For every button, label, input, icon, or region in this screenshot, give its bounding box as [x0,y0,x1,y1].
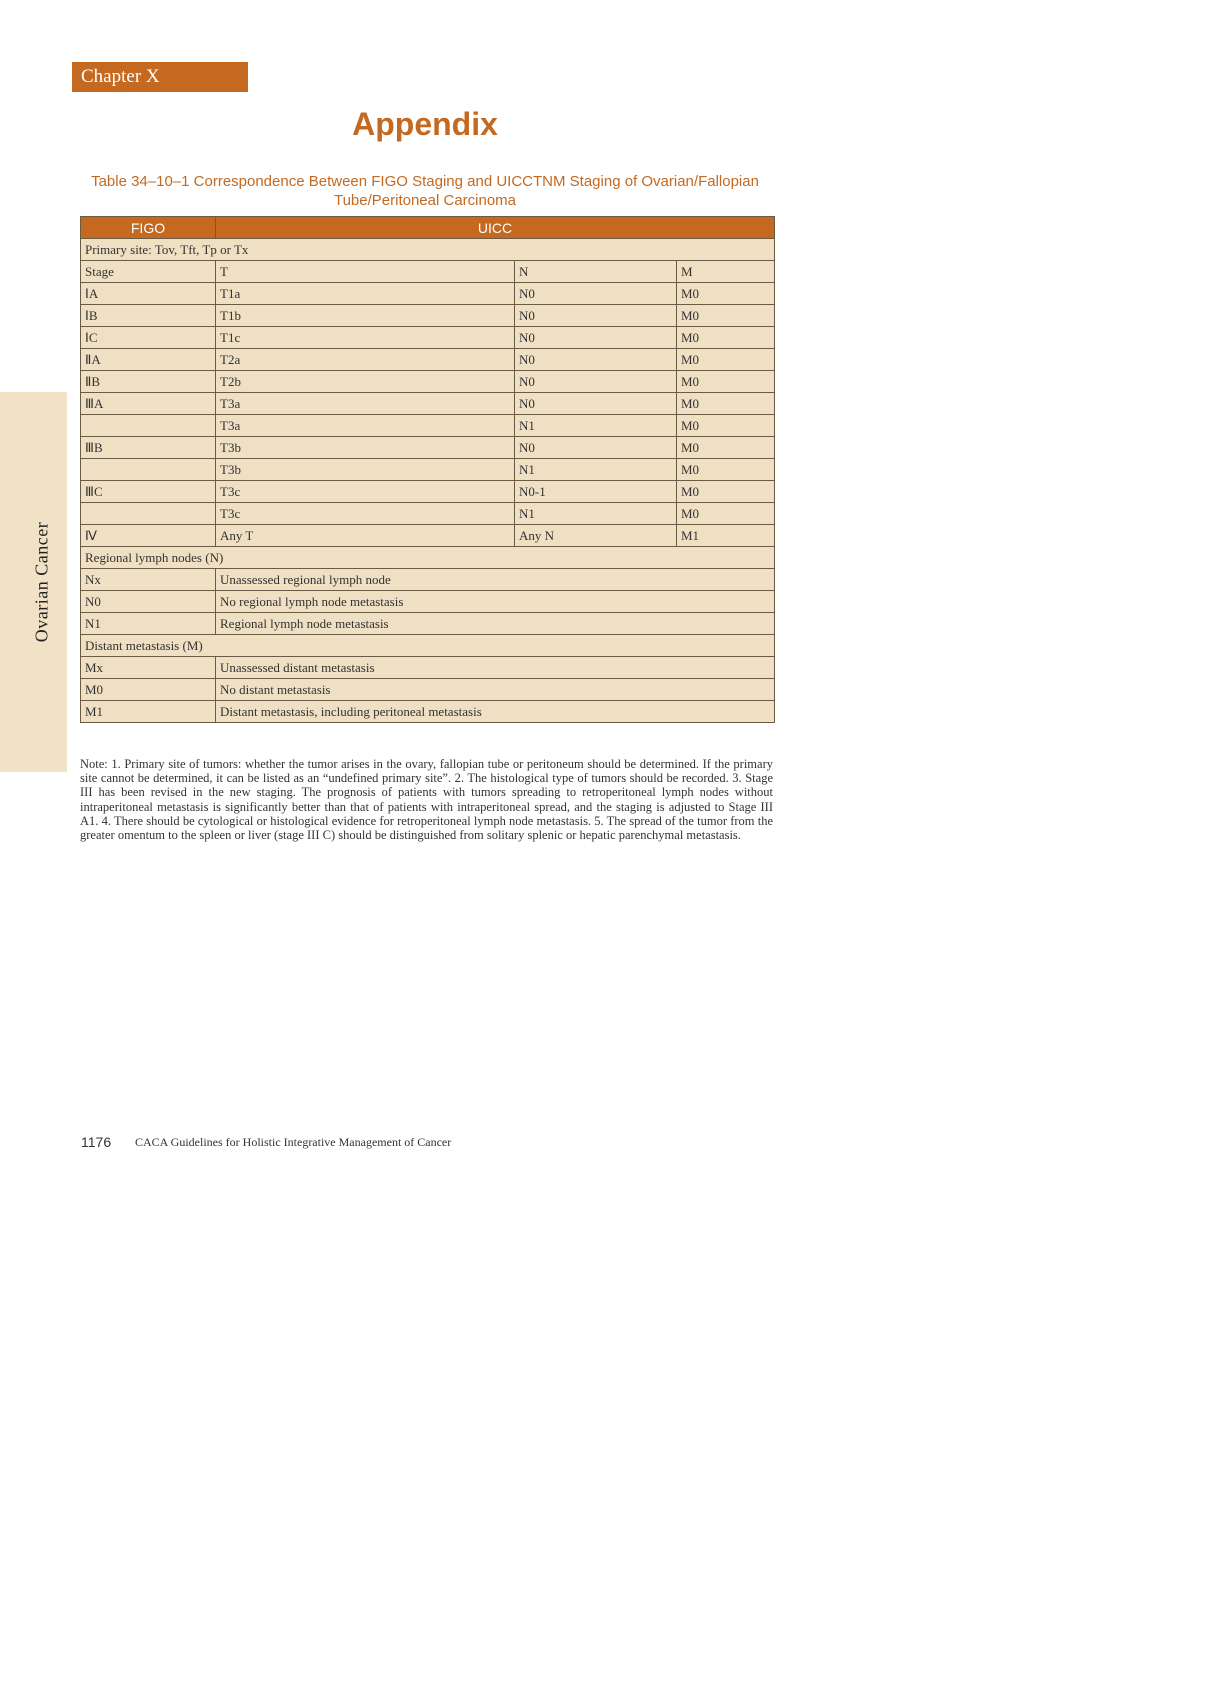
col-label-n: N [515,261,677,283]
page-number: 1176 [81,1134,112,1150]
table-row [81,525,775,547]
cell-t: T2b [216,371,515,393]
cell-n: N1 [515,503,677,525]
table-header-row [81,217,775,239]
table-row [81,371,775,393]
table-row [81,503,775,525]
table-caption [80,172,770,210]
cell-code: Mx [81,657,216,679]
cell-stage: ⅡA [81,349,216,371]
cell-n: N0 [515,327,677,349]
table-row [81,305,775,327]
cell-code: M0 [81,679,216,701]
cell-m: M0 [677,415,775,437]
cell-stage: ⅢA [81,393,216,415]
column-label-row [81,261,775,283]
table-row [81,283,775,305]
col-label-m: M [677,261,775,283]
table-caption-line-2: Tube/Peritoneal Carcinoma [333,192,517,209]
cell-n: N1 [515,415,677,437]
cell-stage [81,503,216,525]
cell-m: M0 [677,305,775,327]
section-label: Distant metastasis (M) [81,635,775,657]
table-caption-line-1: Table 34–10–1 Correspondence Between FIGO Staging and UICCTNM Staging of Ovarian/Fallopian [91,173,759,190]
cell-n: N0 [515,283,677,305]
cell-n: N0 [515,393,677,415]
cell-m: M0 [677,459,775,481]
cell-t: T3c [216,503,515,525]
cell-n: N0 [515,437,677,459]
cell-t: T1c [216,327,515,349]
table-row [81,437,775,459]
chapter-tab [72,62,248,92]
cell-t: T3b [216,459,515,481]
cell-m: M0 [677,349,775,371]
header-uicc: UICC [216,217,775,239]
chapter-label: Chapter X [81,66,160,87]
cell-m: M0 [677,283,775,305]
table-note: Note: 1. Primary site of tumors: whether the tumor arises in the ovary, fallopian tube or peritoneum should be determined. If the primary site cannot be determined, it can be listed as an “undefined primary site”. 2. The histological type of tumors should be recorded. 3. Stage III has been revised in the new staging. The prognosis of patients with tumors spreading to retroperitoneal lymph nodes without intraperitoneal metastasis is significantly better than that of patients with intraperitoneal spread, and the staging is adjusted to Stage III A1. 4. There should be cytological or histological evidence for retroperitoneal lymph node metastasis. 5. The spread of the tumor from the greater omentum to the spleen or liver (stage III C) should be distinguished from solitary splenic or hepatic parenchymal metastasis. [80,757,773,843]
table-row [81,415,775,437]
cell-description: No regional lymph node metastasis [216,591,775,613]
table-row [81,701,775,723]
cell-description: Unassessed distant metastasis [216,657,775,679]
cell-stage: ⅢC [81,481,216,503]
cell-t: T3a [216,415,515,437]
cell-description: Regional lymph node metastasis [216,613,775,635]
cell-t: T3c [216,481,515,503]
cell-t: T1b [216,305,515,327]
header-figo: FIGO [81,217,216,239]
cell-t: T3b [216,437,515,459]
cell-code: N0 [81,591,216,613]
cell-m: M0 [677,481,775,503]
cell-m: M1 [677,525,775,547]
cell-t: Any T [216,525,515,547]
staging-table [80,216,775,723]
section-row-regional [81,547,775,569]
section-label: Regional lymph nodes (N) [81,547,775,569]
cell-n: N0 [515,371,677,393]
table-row [81,569,775,591]
cell-m: M0 [677,327,775,349]
col-label-t: T [216,261,515,283]
cell-description: Distant metastasis, including peritoneal metastasis [216,701,775,723]
cell-n: N0-1 [515,481,677,503]
table-row [81,481,775,503]
cell-code: M1 [81,701,216,723]
side-label: Ovarian Cancer [31,521,52,643]
table-row [81,657,775,679]
cell-stage [81,415,216,437]
table-row [81,393,775,415]
page-title: Appendix [352,106,498,142]
section-row-distant [81,635,775,657]
cell-stage [81,459,216,481]
cell-t: T2a [216,349,515,371]
cell-t: T1a [216,283,515,305]
cell-n: N0 [515,349,677,371]
cell-stage: Ⅳ [81,525,216,547]
cell-n: N0 [515,305,677,327]
cell-stage: ⅡB [81,371,216,393]
cell-m: M0 [677,437,775,459]
cell-stage: ⅠC [81,327,216,349]
footer-book-title: CACA Guidelines for Holistic Integrative Management of Cancer [135,1135,452,1149]
cell-description: Unassessed regional lymph node [216,569,775,591]
table-row [81,591,775,613]
table-row [81,459,775,481]
cell-m: M0 [677,393,775,415]
cell-code: N1 [81,613,216,635]
table-row [81,613,775,635]
cell-description: No distant metastasis [216,679,775,701]
table-row [81,679,775,701]
cell-m: M0 [677,371,775,393]
section-label: Primary site: Tov, Tft, Tp or Tx [81,239,775,261]
cell-stage: ⅢB [81,437,216,459]
col-label-stage: Stage [81,261,216,283]
cell-n: N1 [515,459,677,481]
cell-n: Any N [515,525,677,547]
cell-code: Nx [81,569,216,591]
cell-stage: ⅠB [81,305,216,327]
table-row [81,327,775,349]
cell-m: M0 [677,503,775,525]
staging-table-body [81,239,775,723]
table-row [81,349,775,371]
cell-stage: ⅠA [81,283,216,305]
cell-t: T3a [216,393,515,415]
section-row-primary-site [81,239,775,261]
